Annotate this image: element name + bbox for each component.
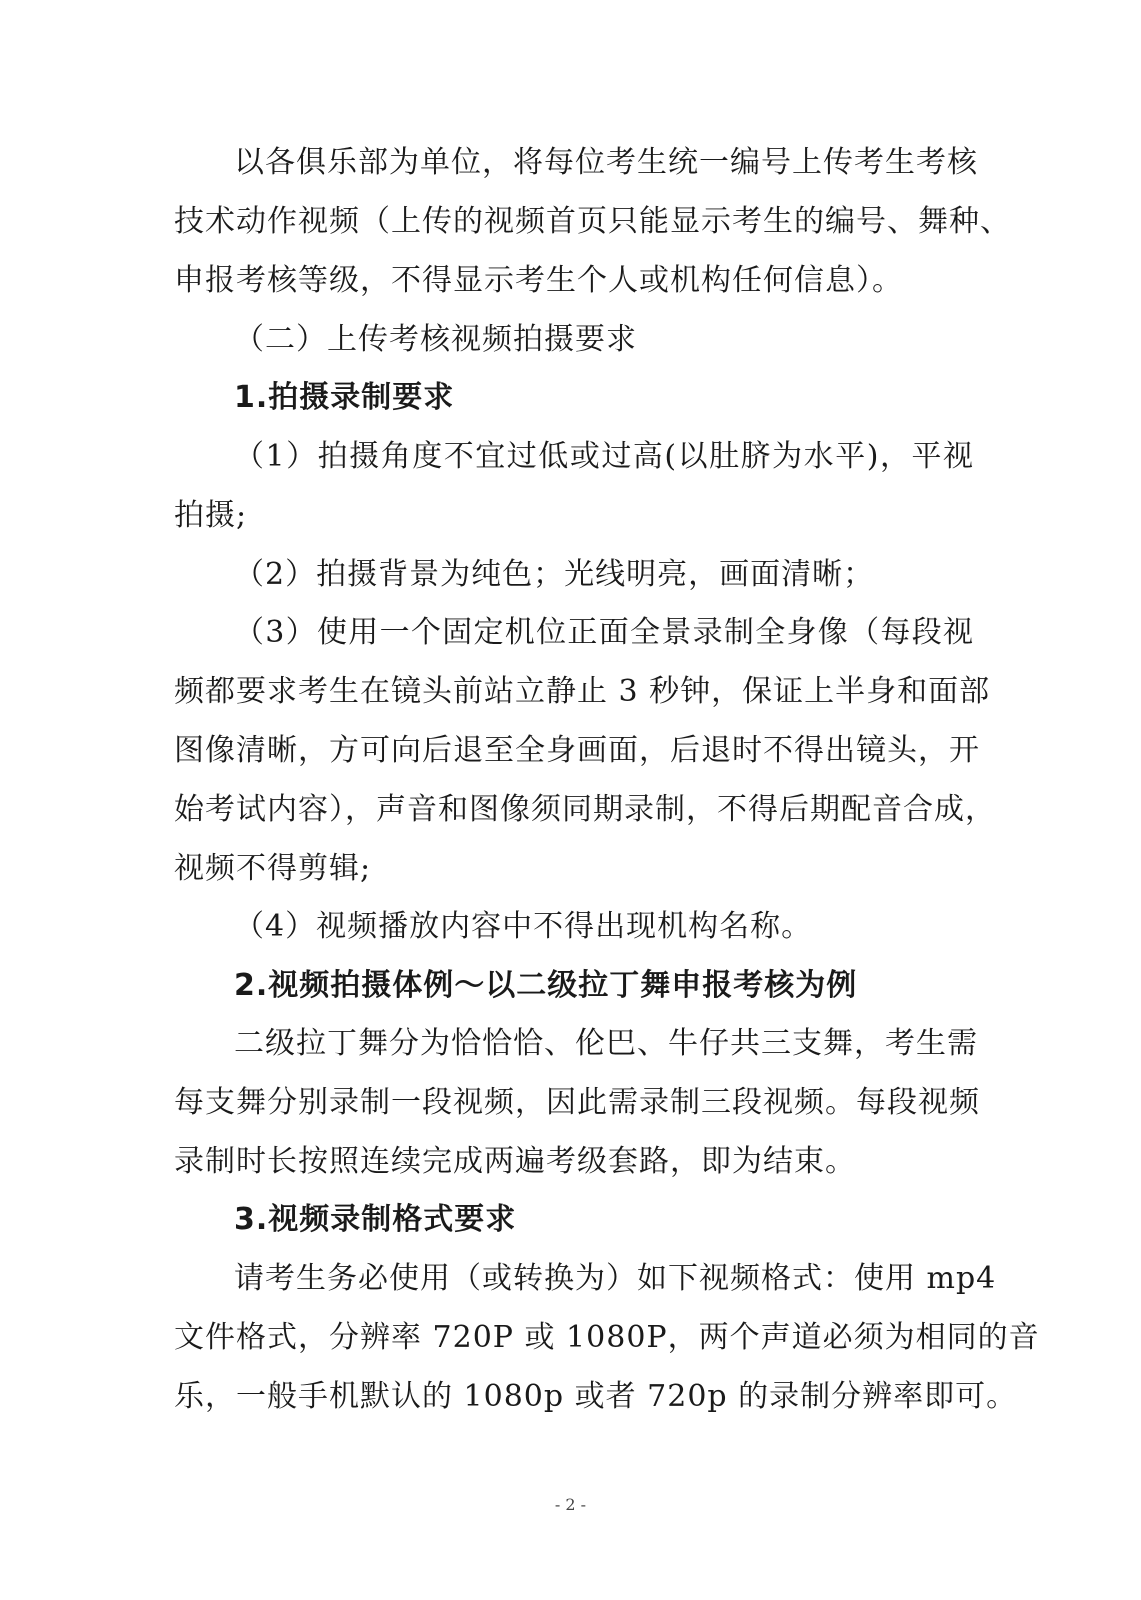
list-item-continuation: 视频不得剪辑; bbox=[174, 851, 372, 886]
section-heading: （二）上传考核视频拍摄要求 bbox=[234, 322, 637, 357]
paragraph-line: 每支舞分别录制一段视频，因此需录制三段视频。每段视频 bbox=[174, 1085, 980, 1120]
subsection-heading: 2.视频拍摄体例～以二级拉丁舞申报考核为例 bbox=[234, 968, 858, 1003]
subsection-heading: 1.拍摄录制要求 bbox=[234, 380, 455, 415]
paragraph-line: 技术动作视频（上传的视频首页只能显示考生的编号、舞种、 bbox=[174, 204, 1011, 239]
paragraph-line: 录制时长按照连续完成两遍考级套路，即为结束。 bbox=[174, 1144, 856, 1179]
list-item: （2）拍摄背景为纯色；光线明亮，画面清晰； bbox=[234, 557, 875, 592]
paragraph-line: 二级拉丁舞分为恰恰恰、伦巴、牛仔共三支舞，考生需 bbox=[234, 1026, 978, 1061]
page-number: - 2 - bbox=[554, 1495, 587, 1514]
list-item: （3）使用一个固定机位正面全景录制全身像（每段视 bbox=[234, 615, 974, 650]
paragraph-line: 请考生务必使用（或转换为）如下视频格式：使用 mp4 bbox=[234, 1261, 997, 1296]
paragraph-line: 文件格式，分辨率 720P 或 1080P，两个声道必须为相同的音 bbox=[174, 1320, 1040, 1355]
list-item-continuation: 图像清晰，方可向后退至全身画面，后退时不得出镜头，开 bbox=[174, 733, 980, 768]
list-item: （4）视频播放内容中不得出现机构名称。 bbox=[234, 909, 813, 944]
subsection-heading: 3.视频录制格式要求 bbox=[234, 1202, 517, 1237]
list-item-continuation: 始考试内容），声音和图像须同期录制，不得后期配音合成， bbox=[174, 792, 996, 827]
list-item-continuation: 频都要求考生在镜头前站立静止 3 秒钟，保证上半身和面部 bbox=[174, 674, 991, 709]
paragraph-line: 申报考核等级，不得显示考生个人或机构任何信息）。 bbox=[174, 263, 903, 298]
list-item-continuation: 拍摄; bbox=[174, 498, 248, 533]
paragraph-line: 乐，一般手机默认的 1080p 或者 720p 的录制分辨率即可。 bbox=[174, 1379, 1018, 1414]
list-item: （1）拍摄角度不宜过低或过高(以肚脐为水平)，平视 bbox=[234, 439, 974, 474]
paragraph-line: 以各俱乐部为单位，将每位考生统一编号上传考生考核 bbox=[234, 145, 978, 180]
